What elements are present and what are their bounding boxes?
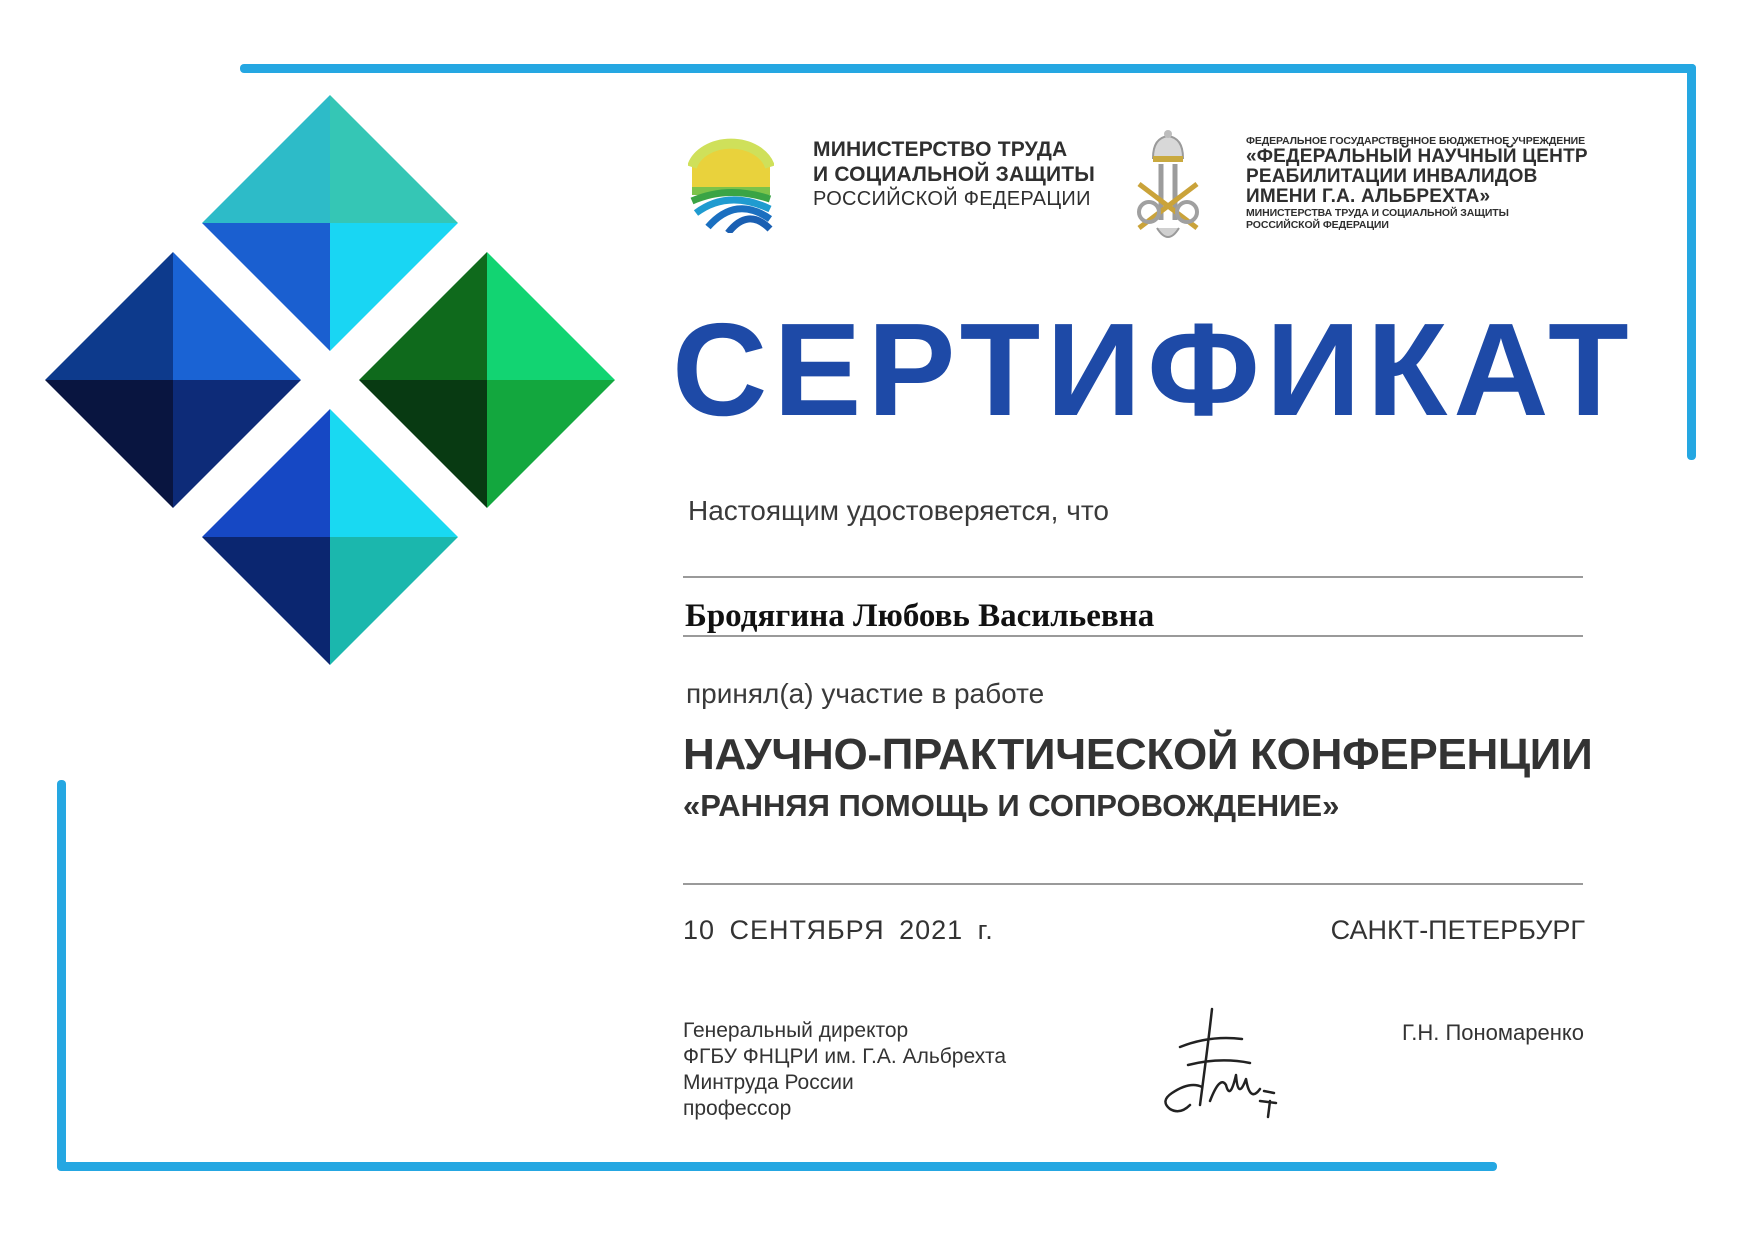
ministry-line3: РОССИЙСКОЙ ФЕДЕРАЦИИ [813,188,1091,210]
divider-line-2 [683,635,1583,637]
center-name-line2: РЕАБИЛИТАЦИИ ИНВАЛИДОВ [1246,166,1538,187]
ministry-line1: МИНИСТЕРСТВО ТРУДА [813,138,1068,161]
signatory-role-line3: Минтруда России [683,1071,854,1094]
signatory-role-line2: ФГБУ ФНЦРИ им. Г.А. Альбрехта [683,1045,1007,1068]
frame-top [240,64,1696,73]
ministry-line2: И СОЦИАЛЬНОЙ ЗАЩИТЫ [813,163,1096,186]
frame-left [57,780,66,1170]
conference-subtitle: «РАННЯЯ ПОМОЩЬ И СОПРОВОЖДЕНИЕ» [683,788,1340,823]
frame-bottom [57,1162,1497,1171]
conference-title: НАУЧНО-ПРАКТИЧЕСКОЙ КОНФЕРЕНЦИИ [683,730,1593,779]
signature-icon [1150,1005,1290,1125]
center-name-line3: ИМЕНИ Г.А. АЛЬБРЕХТА» [1246,186,1491,207]
diamond-logo-icon [40,90,620,670]
emblem-icon [1127,128,1209,248]
participated-text: принял(а) участие в работе [686,678,1045,709]
event-city: САНКТ-ПЕТЕРБУРГ [1330,915,1585,945]
center-name [1246,135,1588,231]
divider-line-1 [683,576,1583,578]
signatory-role [683,1018,1006,1122]
divider-line-3 [683,883,1583,885]
recipient-name: Бродягина Любовь Васильевна [685,598,1155,634]
certificate-title: СЕРТИФИКАТ [672,296,1635,443]
signatory-name: Г.Н. Пономаренко [1402,1020,1584,1045]
center-name-line1: «ФЕДЕРАЛЬНЫЙ НАУЧНЫЙ ЦЕНТР [1246,146,1588,167]
ministry-logo-icon [688,137,774,233]
center-sub-line1: МИНИСТЕРСТВА ТРУДА И СОЦИАЛЬНОЙ ЗАЩИТЫ [1246,207,1509,219]
center-type: ФЕДЕРАЛЬНОЕ ГОСУДАРСТВЕННОЕ БЮДЖЕТНОЕ УЧРЕЖДЕНИЕ [1246,135,1586,147]
frame-right [1687,64,1696,460]
ministry-name [813,137,1095,212]
signatory-role-line4: профессор [683,1097,792,1120]
certifies-text: Настоящим удостоверяется, что [688,495,1109,526]
event-date: 10 СЕНТЯБРЯ 2021 г. [683,915,994,945]
center-sub-line2: РОССИЙСКОЙ ФЕДЕРАЦИИ [1246,219,1389,231]
signatory-role-line1: Генеральный директор [683,1019,909,1042]
